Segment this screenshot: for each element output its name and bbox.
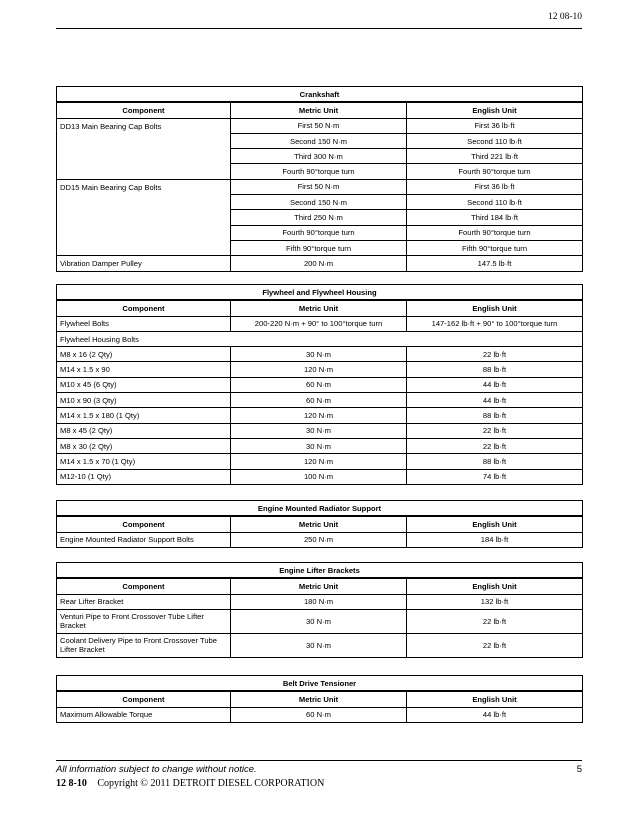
- english-cell: 147.5 lb·ft: [407, 256, 583, 271]
- metric-cell: 60 N·m: [231, 377, 407, 392]
- english-cell: 132 lb·ft: [407, 594, 583, 609]
- english-cell: Second 110 lb·ft: [407, 133, 583, 148]
- english-cell: 22 lb·ft: [407, 347, 583, 362]
- component-cell: DD13 Main Bearing Cap Bolts: [57, 118, 231, 179]
- header-english: English Unit: [407, 102, 583, 118]
- copyright-text: Copyright © 2011 DETROIT DIESEL CORPORATION: [97, 778, 325, 789]
- metric-cell: 180 N·m: [231, 594, 407, 609]
- metric-cell: 30 N·m: [231, 438, 407, 453]
- table-row: [57, 454, 583, 469]
- component-cell: Maximum Allowable Torque: [57, 707, 231, 722]
- header-component: Component: [57, 102, 231, 118]
- english-cell: First 36 lb·ft: [407, 118, 583, 133]
- metric-cell: Third 250 N·m: [231, 210, 407, 225]
- header-english: English Unit: [407, 300, 583, 316]
- english-cell: 22 lb·ft: [407, 633, 583, 657]
- english-cell: 44 lb·ft: [407, 707, 583, 722]
- english-cell: 44 lb·ft: [407, 393, 583, 408]
- component-cell: M14 x 1.5 x 70 (1 Qty): [57, 454, 231, 469]
- component-cell: Rear Lifter Bracket: [57, 594, 231, 609]
- english-cell: 74 lb·ft: [407, 469, 583, 484]
- metric-cell: 100 N·m: [231, 469, 407, 484]
- table-row: [57, 316, 583, 331]
- metric-cell: 200 N·m: [231, 256, 407, 271]
- metric-cell: Third 300 N·m: [231, 149, 407, 164]
- english-cell: Fourth 90°torque turn: [407, 225, 583, 240]
- component-cell: DD15 Main Bearing Cap Bolts: [57, 179, 231, 255]
- table-title: Crankshaft: [57, 87, 583, 103]
- table-row: [57, 438, 583, 453]
- page-number: 5: [576, 764, 582, 775]
- header-component: Component: [57, 691, 231, 707]
- crankshaft-table: [56, 86, 583, 272]
- component-cell: M14 x 1.5 x 180 (1 Qty): [57, 408, 231, 423]
- header-english: English Unit: [407, 691, 583, 707]
- table-row: [57, 423, 583, 438]
- header-english: English Unit: [407, 516, 583, 532]
- header-metric: Metric Unit: [231, 516, 407, 532]
- component-cell: M10 x 90 (3 Qty): [57, 393, 231, 408]
- component-cell: M8 x 45 (2 Qty): [57, 423, 231, 438]
- component-cell: M8 x 30 (2 Qty): [57, 438, 231, 453]
- header-english: English Unit: [407, 578, 583, 594]
- belt-tensioner-table: [56, 675, 583, 723]
- table-row: [57, 362, 583, 377]
- lifter-brackets-table: [56, 562, 583, 658]
- header-metric: Metric Unit: [231, 578, 407, 594]
- metric-cell: 60 N·m: [231, 393, 407, 408]
- component-cell: M8 x 16 (2 Qty): [57, 347, 231, 362]
- metric-cell: 30 N·m: [231, 633, 407, 657]
- footer-rule: [56, 760, 582, 761]
- table-row: [57, 118, 583, 133]
- component-cell: M12-10 (1 Qty): [57, 469, 231, 484]
- table-row: [57, 633, 583, 657]
- metric-cell: Fourth 90°torque turn: [231, 164, 407, 179]
- header-metric: Metric Unit: [231, 300, 407, 316]
- table-row: [57, 469, 583, 484]
- table-row: [57, 179, 583, 194]
- table-row: [57, 347, 583, 362]
- page-id-header: 12 08-10: [547, 12, 582, 22]
- footer-notice: All information subject to change without notice.: [56, 764, 257, 775]
- table-row: [57, 408, 583, 423]
- table-row: [57, 609, 583, 633]
- english-cell: First 36 lb·ft: [407, 179, 583, 194]
- metric-cell: 120 N·m: [231, 454, 407, 469]
- english-cell: 184 lb·ft: [407, 532, 583, 547]
- header-component: Component: [57, 578, 231, 594]
- metric-cell: 120 N·m: [231, 362, 407, 377]
- english-cell: Second 110 lb·ft: [407, 195, 583, 210]
- metric-cell: 60 N·m: [231, 707, 407, 722]
- header-component: Component: [57, 516, 231, 532]
- english-cell: 22 lb·ft: [407, 609, 583, 633]
- english-cell: 88 lb·ft: [407, 362, 583, 377]
- metric-cell: 120 N·m: [231, 408, 407, 423]
- metric-cell: Second 150 N·m: [231, 133, 407, 148]
- component-cell: Coolant Delivery Pipe to Front Crossover Tube Lifter Bracket: [57, 633, 231, 657]
- metric-cell: Fourth 90°torque turn: [231, 225, 407, 240]
- component-cell: Venturi Pipe to Front Crossover Tube Lifter Bracket: [57, 609, 231, 633]
- header-metric: Metric Unit: [231, 102, 407, 118]
- metric-cell: 30 N·m: [231, 423, 407, 438]
- header-metric: Metric Unit: [231, 691, 407, 707]
- component-cell: Vibration Damper Pulley: [57, 256, 231, 271]
- english-cell: 22 lb·ft: [407, 423, 583, 438]
- document-id: 12 8-10: [56, 778, 87, 789]
- english-cell: 147-162 lb·ft + 90° to 100°torque turn: [407, 316, 583, 331]
- metric-cell: First 50 N·m: [231, 179, 407, 194]
- table-row: [57, 377, 583, 392]
- metric-cell: 250 N·m: [231, 532, 407, 547]
- metric-cell: Fifth 90°torque turn: [231, 240, 407, 255]
- table-row: [57, 331, 583, 346]
- table-title: Belt Drive Tensioner: [57, 676, 583, 692]
- table-title: Engine Mounted Radiator Support: [57, 501, 583, 517]
- housing-label-cell: Flywheel Housing Bolts: [57, 331, 583, 346]
- english-cell: Fourth 90°torque turn: [407, 164, 583, 179]
- table-row: [57, 393, 583, 408]
- metric-cell: 30 N·m: [231, 347, 407, 362]
- english-cell: Fifth 90°torque turn: [407, 240, 583, 255]
- component-cell: M14 x 1.5 x 90: [57, 362, 231, 377]
- component-cell: M10 x 45 (6 Qty): [57, 377, 231, 392]
- flywheel-table: [56, 284, 583, 485]
- header-component: Component: [57, 300, 231, 316]
- table-title: Engine Lifter Brackets: [57, 563, 583, 579]
- metric-cell: Second 150 N·m: [231, 195, 407, 210]
- metric-cell: First 50 N·m: [231, 118, 407, 133]
- english-cell: 22 lb·ft: [407, 438, 583, 453]
- english-cell: 44 lb·ft: [407, 377, 583, 392]
- table-row: [57, 594, 583, 609]
- footer-copyright-line: [56, 778, 324, 789]
- component-cell: Flywheel Bolts: [57, 316, 231, 331]
- metric-cell: 30 N·m: [231, 609, 407, 633]
- radiator-support-table: [56, 500, 583, 548]
- component-cell: Engine Mounted Radiator Support Bolts: [57, 532, 231, 547]
- table-title: Flywheel and Flywheel Housing: [57, 285, 583, 301]
- english-cell: 88 lb·ft: [407, 408, 583, 423]
- table-row: [57, 256, 583, 271]
- table-row: [57, 532, 583, 547]
- table-row: [57, 707, 583, 722]
- metric-cell: 200-220 N·m + 90° to 100°torque turn: [231, 316, 407, 331]
- english-cell: Third 184 lb·ft: [407, 210, 583, 225]
- english-cell: Third 221 lb·ft: [407, 149, 583, 164]
- english-cell: 88 lb·ft: [407, 454, 583, 469]
- header-rule: [56, 28, 582, 29]
